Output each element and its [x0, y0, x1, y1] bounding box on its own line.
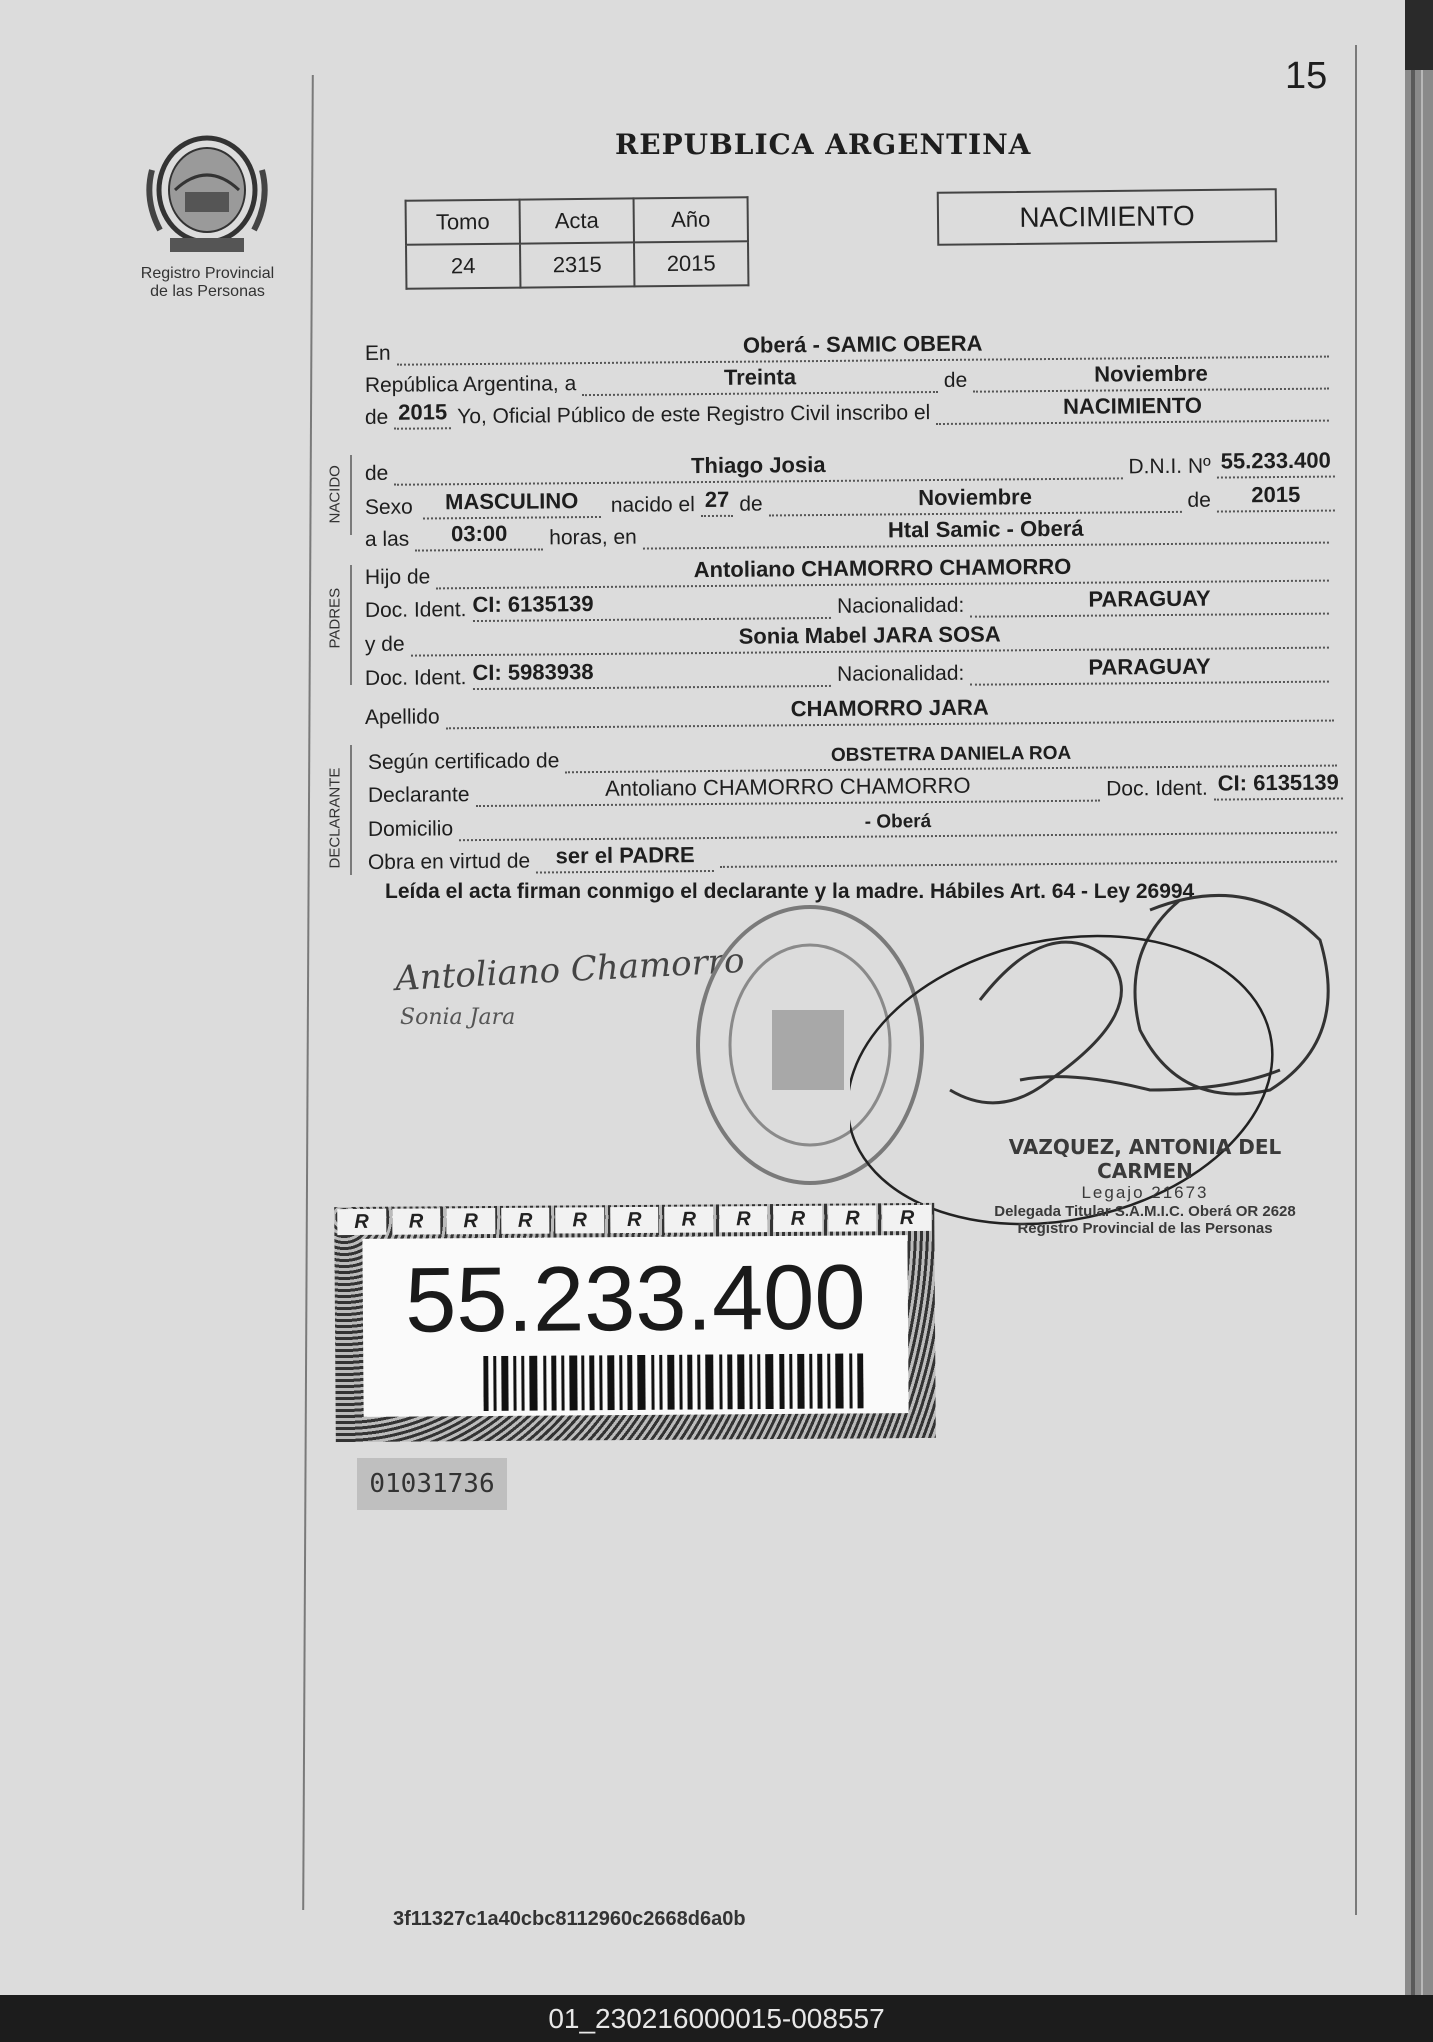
field-virtud: ser el PADRE [536, 842, 714, 874]
label-hijo-de: Hijo de [364, 565, 431, 590]
r-mark: R [664, 1206, 713, 1232]
field-madre: Sonia Mabel JARA SOSA [410, 619, 1329, 657]
nacido-bracket [350, 455, 352, 535]
label-declarante: Declarante [367, 783, 470, 808]
label-a-las: a las [364, 527, 410, 552]
label-de-nombre: de [364, 461, 389, 486]
row-padre-doc [365, 585, 1335, 623]
field-anio: 2015 [394, 399, 451, 429]
field-padre-doc: CI: 6135139 [472, 589, 831, 622]
barcode-panel [362, 1235, 908, 1417]
label-apellido: Apellido [364, 705, 440, 730]
label-doc-madre: Doc. Ident. [364, 666, 467, 691]
side-label-declarante: DECLARANTE [326, 767, 344, 869]
field-sexo: MASCULINO [423, 488, 601, 520]
label-nac-padre: Nacionalidad: [836, 593, 965, 618]
row-madre [365, 619, 1335, 657]
document-hash: 3f11327c1a40cbc8112960c2668d6a0b [393, 1908, 746, 1930]
label-de: de [943, 368, 968, 392]
field-madre-doc: CI: 5983938 [472, 657, 831, 690]
label-y-de: y de [364, 632, 405, 657]
field-lugar-nac: Htal Samic - Oberá [643, 514, 1329, 550]
province-seal-logo [140, 130, 275, 260]
page-number: 15 [1285, 55, 1328, 97]
label-yo: Yo, Oficial Público de este Registro Civil inscribo el [457, 401, 931, 429]
right-margin-line [1355, 45, 1357, 1915]
official-stamp [990, 1135, 1300, 1237]
field-lugar: Oberá - SAMIC OBERA [396, 328, 1329, 366]
label-republica: República Argentina, a [364, 372, 577, 398]
r-strip [334, 1203, 934, 1237]
field-madre-nac: PARAGUAY [970, 653, 1329, 686]
side-label-nacido: NACIDO [326, 465, 344, 524]
field-nombre: Thiago Josia [394, 449, 1122, 485]
r-mark: R [446, 1208, 495, 1234]
row-certificado [368, 736, 1343, 775]
file-id-footer: 01_230216000015-008557 [548, 2003, 885, 2034]
row-padre [365, 552, 1335, 590]
dotted-leader [720, 861, 1337, 868]
label-en: En [364, 341, 391, 366]
label-sexo: Sexo [364, 495, 413, 520]
label-domicilio: Domicilio [367, 817, 454, 842]
barcode-number: 55.233.400 [404, 1246, 866, 1352]
madre-signature: Sonia Jara [400, 1005, 516, 1030]
field-padre: Antoliano CHAMORRO CHAMORRO [436, 552, 1329, 590]
header-tomo: Tomo [406, 200, 520, 245]
label-doc-declarante: Doc. Ident. [1106, 776, 1208, 801]
field-declarante-doc: CI: 6135139 [1214, 769, 1343, 800]
label-obra: Obra en virtud de [367, 849, 531, 875]
r-mark: R [392, 1208, 441, 1234]
field-mes: Noviembre [973, 360, 1329, 393]
label-de2: de [364, 405, 389, 430]
left-margin-line [302, 75, 314, 1910]
field-dni: 55.233.400 [1217, 448, 1335, 479]
r-mark: R [610, 1207, 659, 1233]
registry-label: Registro Provincial de las Personas [140, 265, 275, 300]
official-registro: Registro Provincial de las Personas [1017, 1220, 1273, 1237]
value-anio: 2015 [634, 241, 748, 286]
act-type-box: NACIMIENTO [937, 188, 1278, 246]
header-anio: Año [634, 197, 748, 242]
field-declarante: Antoliano CHAMORRO CHAMORRO [475, 772, 1100, 807]
r-mark: R [719, 1206, 768, 1232]
r-mark: R [501, 1208, 550, 1234]
row-inscripcion [365, 392, 1335, 430]
declarante-signature: Antoliano Chamorro [394, 940, 746, 1000]
r-mark: R [828, 1205, 877, 1231]
r-mark: R [774, 1206, 823, 1232]
side-label-padres: PADRES [326, 587, 344, 649]
row-nombre [365, 448, 1335, 486]
row-hora [365, 514, 1335, 552]
label-segun: Según certificado de [367, 749, 560, 775]
label-doc-padre: Doc. Ident. [364, 598, 467, 623]
scan-edge [1405, 0, 1433, 1995]
field-mes-nac: Noviembre [769, 483, 1182, 517]
row-apellido [365, 691, 1340, 730]
tomo-acta-table [405, 196, 750, 290]
field-hora: 03:00 [415, 520, 543, 551]
r-mark: R [555, 1207, 604, 1233]
serial-number: 01031736 [357, 1458, 507, 1510]
barcode-bars [483, 1353, 863, 1411]
field-domicilio: - Oberá [459, 808, 1337, 842]
field-certificado: OBSTETRA DANIELA ROA [565, 741, 1337, 774]
field-padre-nac: PARAGUAY [970, 585, 1329, 618]
label-nac-madre: Nacionalidad: [836, 661, 965, 686]
field-inscripcion: NACIMIENTO [936, 392, 1329, 425]
label-de-mes: de [739, 492, 763, 516]
field-dia-letras: Treinta [582, 363, 938, 396]
label-de-anio: de [1187, 488, 1211, 512]
declarante-bracket [350, 745, 352, 875]
scan-corner [1405, 0, 1433, 70]
official-cargo: Delegada Titular S.A.M.I.C. Oberá OR 2628 [994, 1203, 1296, 1220]
row-domicilio [368, 803, 1343, 842]
r-mark: R [337, 1209, 386, 1235]
official-legajo: Legajo 21673 [1081, 1183, 1209, 1202]
r-mark: R [883, 1205, 932, 1231]
label-horas: horas, en [549, 525, 637, 550]
label-dni: D.N.I. Nº [1128, 454, 1211, 479]
closing-text: Leída el acta firman conmigo el declarante y la madre. Hábiles Art. 64 - Ley 26994 [385, 880, 1195, 903]
padres-bracket [350, 565, 352, 685]
row-declarante [368, 769, 1343, 808]
header-acta: Acta [520, 198, 634, 243]
field-apellido: CHAMORRO JARA [445, 692, 1333, 730]
label-nacido: nacido el [610, 493, 695, 517]
row-madre-doc [365, 653, 1335, 691]
barcode-label [334, 1203, 936, 1442]
field-dia-nac: 27 [701, 487, 734, 517]
value-tomo: 24 [406, 244, 520, 289]
official-name: VAZQUEZ, ANTONIA DEL CARMEN [1008, 1135, 1282, 1183]
field-anio-nac: 2015 [1217, 482, 1335, 513]
document-title: REPUBLICA ARGENTINA [615, 128, 1032, 161]
value-acta: 2315 [520, 242, 634, 287]
row-virtud [368, 836, 1343, 875]
